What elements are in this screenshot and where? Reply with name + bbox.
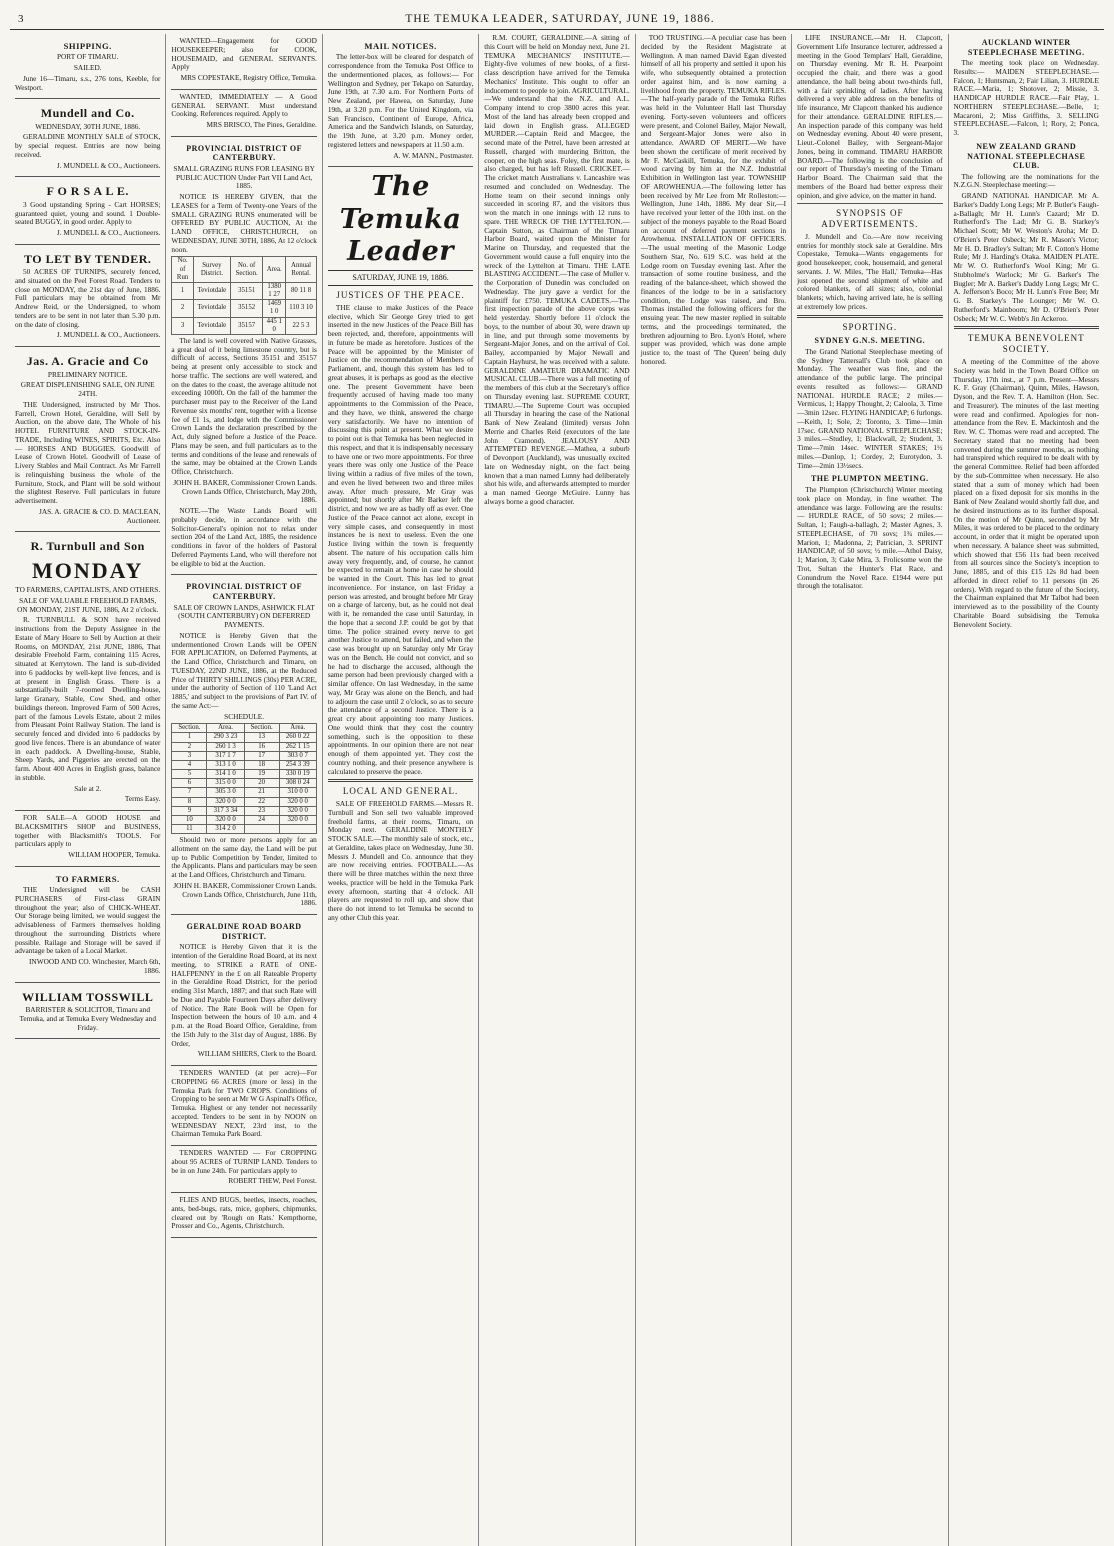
mundell-date: WEDNESDAY, 30TH JUNE, 1886. <box>35 121 141 131</box>
ashwick-subtitle: SALE OF CROWN LANDS, ASHWICK FLAT (SOUTH CANTERBURY) ON DEFERRED PAYMENTS. <box>173 602 315 630</box>
table-cell: 8 <box>172 797 207 806</box>
local-general-text: SALE OF FREEHOLD FARMS.—Messrs R. Turnbull and Son sell two valuable improved freehold farms, at their rooms, Timaru, on Monday next. GERALDINE MONTHLY STOCK SALE.—The monthly sale of stock, etc., at Geraldine, takes place on Wednesday, June 30. Messrs J. Mundell and Co. announce that they are now receiving entries. FOOTBALL.—As there will be three matches within the next three weeks, practice will be held in the Temuka Park every afternoon, starting that 4 o'clock. All players are requested to roll up, and show that there do not intend to let Temuka be second to any other Club this year. <box>327 799 474 922</box>
synopsis-text: J. Mundell and Co.—Are now receiving entries for monthly stock sale at Geraldine. Mrs Copestake, Temuka—Wants engagements for good housekeeper, cook, housemaid, and general servants. J. W. Miles, 'The Hall,' Temuka—Has just opened the second shipment of white and colored blankets, of all sizes; also, colonial blankets; which, having arrived late, he is selling at extremely low prices. <box>797 231 943 311</box>
hooper-signature: WILLIAM HOOPER, Temuka. <box>68 850 161 860</box>
grazing-runs-header-row <box>172 257 316 282</box>
table-cell: 262 1 15 <box>279 742 316 751</box>
table-cell <box>244 825 279 834</box>
to-let-ad <box>15 245 160 347</box>
farmers-signature: INWOOD AND CO. Winchester, March 6th, 1886. <box>29 957 161 975</box>
table-cell: 3 <box>172 751 207 760</box>
table-cell: 317 3 34 <box>207 806 244 815</box>
to-let-signature: J. MUNDELL & CO., Auctioneers. <box>56 330 161 340</box>
hooper-text: FOR SALE—A GOOD HOUSE and BLACKSMITH'S SHOP and BUSINESS, together with Blacksmith's TOOLS. For particulars apply to <box>15 813 161 849</box>
turnbull-terms: Terms Easy. <box>124 794 161 804</box>
mundell-title: Mundell and Co. <box>40 106 135 121</box>
wanted-servant-signature: MRS BRISCO, The Pines, Geraldine. <box>206 120 317 129</box>
table-cell: 19 <box>244 770 279 779</box>
table-cell: 110 3 10 <box>286 300 317 317</box>
plumpton-text: The Plumpton (Christchurch) Winter meeting took place on Monday, in fine weather. The attendance was large. Following are the results:— HURDLE RACE, of 50 sovs; 2 miles.—Sultan, 1; Faugh-a-ballagh, 2; Master Agnes, 3. STEEPLECHASE, of 70 sovs; 1¾ miles.—Marion, 1; Madonna, 2; Patrician, 3. SPRINT HANDICAP, of 50 sovs; ½ mile.—Athol Daisy, 1; Marion, 3; Cake Mira, 3. Frolicsome won the Trot, Sultan the Hunter's Flat Race, and Conundrum the Novel Race. £1944 were put through the totalisator. <box>797 485 943 591</box>
running-head-title: THE TEMUKA LEADER, SATURDAY, JUNE 19, 1886. <box>405 12 715 25</box>
sporting <box>797 322 942 591</box>
auckland-title: AUCKLAND WINTER STEEPLECHASE MEETING. <box>967 38 1085 57</box>
grazing-runs-signature: JOHN H. BAKER, Commissioner Crown Lands. Crown Lands Office, Christchurch, May 20th, 1886. <box>173 477 317 505</box>
ashwick-details: Should two or more persons apply for an allotment on the same day, the Land will be put up to Public Competition by Tender, limited to the Applicants. Plans and particulars may be seen at the Land Offices, Christchurch and Timaru. <box>171 835 317 880</box>
table-cell: 308 0 24 <box>279 779 316 788</box>
local-news-text-2: TOO TRUSTING.—A peculiar case has been decided by the Resident Magistrate at Wellington. A man named David Egan divested himself of all his property and settled it upon his wife, who subsequently obtained a protection order against him, and is now earning a livelihood from the property. TEMUKA RIFLES.—The half-yearly parade of the Temuka Rifles was held in the Volunteer Hall last Thursday evening. Forty-seven volunteers and officers were present, and Colonel Bailey, Major Newall, and Sergeant-Major Jones were also in attendance. AWARD OF MERIT.—We have been shown the certificate of merit received by Mr F. McCaskill, Temuka, for the exhibit of wood carving by him at the N.Z. Industrial Exhibition in Wellington last year. TOWNSHIP OF AROWHENUA.—The following letter has been received by Mr Lee from Mr Rolleston:— Wellington, June 14th, 1886. My dear Sir,—I have received your letter of the 10th inst. on the subject of the moneys payable to the Road Board on account of deferred payment sections in Arowhenua. INSTALLATION OF OFFICERS.—The usual meeting of the Masonic Lodge Southern Star, No. 619 S.C. was held at the Lodge room on Tuesday evening last. After the transaction of some routine business, and the reading of the balance-sheet, which showed the finances of the lodge to be in a satisfactory condition, the Lodge was raised, and Bro. Thomas installed the following officers for the ensuing year. The new master replied in suitable terms, and the proceedings terminated, the brethren adjourning to Bro. Lyon's Hotel, where supper was provided, which was done ample justice to, the toast of 'The Queen' being duly honored. <box>640 34 787 366</box>
grazing-runs-details: The land is well covered with Native Grasses, a great deal of it being limestone country, but is difficult of access, Sections 35151 and 35157 being at present only accessible to stock and horse traffic. The sections are well watered, and on the dates to the coast, the average altitude not exceeding 1000ft. On the fall of the hammer the purchaser must pay to the Receiver of the Land Revenue six months' rent, together with a license fee of £1 1s, and lodge with the Commissioner Crown Lands the declaration prescribed by the Act, duly signed before a Justice of the Peace. Plans may be seen, and full particulars as to the terms and conditions of the lease and renewals of the same, may be obtained at the Crown Lands Office, Christchurch. <box>171 335 317 477</box>
table-header: Survey District. <box>193 257 230 282</box>
local-news-continued <box>484 34 629 507</box>
nz-title: NEW ZEALAND GRAND NATIONAL STEEPLECHASE CLUB. <box>967 141 1086 171</box>
shipping-sailed: SAILED. <box>73 63 102 73</box>
running-head-page: 3 <box>18 12 24 25</box>
column-4 <box>479 34 635 1546</box>
ashwick-schedule-label: SCHEDULE. <box>224 711 265 721</box>
wanted-servant-text: WANTED, IMMEDIATELY — A Good GENERAL SERVANT. Must understand Cooking. References required. Apply to <box>171 91 317 119</box>
table-cell: 313 1 0 <box>207 760 244 769</box>
table-cell: 10 <box>172 815 207 824</box>
table-row <box>172 282 316 299</box>
gracie-signature: JAS. A. GRACIE & CO. D. MACLEAN, Auctioneer. <box>39 506 161 525</box>
table-cell: 310 0 0 <box>279 788 316 797</box>
table-cell: 22 5 3 <box>286 317 317 334</box>
table-cell: 260 0 22 <box>279 733 316 742</box>
local-general-title: LOCAL AND GENERAL. <box>342 786 459 797</box>
for-sale-ad <box>15 177 160 244</box>
ashwick-signature: JOHN H. BAKER, Commissioner Crown Lands. Crown Lands Office, Christchurch, June 11th, 1886. <box>173 880 317 908</box>
local-news-text: R.M. COURT, GERALDINE.—A sitting of this Court will be held on Monday next, June 21. TEMUKA MECHANICS' INSTITUTE.—Eighty-five volumes of new books, of a first-class description have arrived for the Temuka Mechanics' Institute. This ought to offer an inducement to people to join. AGRICULTURAL.—We understand that the N.Z. and A.L. Company intend to crop 3800 acres this year. Most of the land has already been cropped and laid down in English grass. ALLEGED MURDER.—Captain Reid and Macgee, the second mate of the Petrel, have been arrested at Russell, charged with murdering Britton, the cooper, on the high seas. Foley, the first mate, is also charged, but has left Russell. CRICKET.—The cricket match Australians v. Lancashire was resumed and concluded on Wednesday. The Home team on their second innings only succeeded in scoring 87, and the visitors thus won the match in one innings with 12 runs to spare. THE WRECK OF THE LYTTELTON.—Captain Sutton, as Chairman of the Timaru Harbor Board, waited upon the Minister for Marine on Thursday, and requested that the Government would cause a full enquiry into the wreck of the Lyttelton at Timaru. THE LATE BLASTING ACCIDENT.—The case of Muller v. the Corporation of Dunedin was concluded on Wednesday. The jury gave a verdict for the plaintiff for £750. TEMUKA CADETS.—The first inspection parade of the above corps was held yesterday. Shortly before 11 o'clock the boys, to the number of about 30, were drawn up in line, and put through some movements by Sergeant-Major Jones, and on the arrival of Col. Bailey, accompanied by Major Newall and Captain Hayhurst, he was received with a salute. GERALDINE AMATEUR DRAMATIC AND MUSICAL CLUB.—There was a full meeting of the members of this club at the Secretary's office on Thursday evening last. SUPREME COURT, TIMARU.—The Supreme Court was occupied all Thursday in hearing the case of the National Bank of New Zealand (limited) versus John Merrie and Charles Reid (executors of the late John Cramond). JEALOUSY AND ATTEMPTED REVENGE.—Mathea, a suburb of Devonport (Auckland), was unusually excited late on Wednesday night, on the fact being known that a man named Lunny had deliberately shot his wife, and afterwards attempted to murder a man named George McGuire. Lunny has always borne a good character. <box>484 34 630 506</box>
table-cell: 2 <box>172 742 207 751</box>
farmers-ad <box>15 867 160 983</box>
sydney-title: SYDNEY G.N.S. MEETING. <box>814 336 926 346</box>
grazing-runs-table <box>171 256 316 334</box>
table-cell: 35151 <box>231 282 263 299</box>
nz-list: GRAND NATIONAL HANDICAP. Mr A. Barker's Daddy Long Legs; Mr P. Butler's Faugh-a-Ballagh; Mr H. Lunn's Cazard; Mr D. Rutherford's The Lad; Mr G. B. Starkey's Michael Scott; Mr W. Weston's Aroha; Mr D. O'Brien's Peter Osbeck; Mr R. Mason's Victor; Mr H. D. Bradley's Sultan; Mr F. Cotton's Home Rule; Mr J. Harding's Otaka. MAIDEN PLATE. Mr W. O. Rutherford's Wool King; Mr G. Stubholme's Warlock; Mr G. Barker's The Bugler; Mr A. Barker's Daddy Long Legs; Mr C. A. Jefferson's Boco; Mr H. Lunn's Free Bee; Mr G. B. Starkey's The Lounger; Mr W. O. Rutherford's Mainboom; Mr D. O'Brien's Peter Osbeck; Mr W. C. Webb's Jin Ackeroo. <box>953 191 1099 323</box>
table-header: Area. <box>207 724 244 733</box>
divider <box>328 779 473 782</box>
tender-turnip-text: TENDERS WANTED — For CROPPING about 95 ACRES of TURNIP LAND. Tenders to be in on June 24th. For particulars apply to <box>171 1148 317 1175</box>
column-5 <box>636 34 792 1546</box>
table-cell: 445 1 0 <box>263 317 286 334</box>
benevolent-society <box>954 333 1099 629</box>
editorial-text: THE clause to make Justices of the Peace elective, which Sir George Grey tried to get inserted in the new Justices of the Peace Bill has been rejected, and, therefore, appointments will in future be made as heretofore. Justices of the Peace will be appointed by the Minister of Justice on the recommendation of Members of Parliament, and, though this system has led to great abuses, it is perhaps as good as the elective one. The present Government have been frequently accused of having made too many appointments to the Commission of the Peace, and they have, we think, answered the charge very satisfactorily. We have no intention of discussing this point at present. What we desire to point out is that Temuka has been neglected in this respect, and that it is indispensably necessary to have one or two more appointments. For three years there was only one Justice of the Peace living within a radius of five miles of the town, and even he lived between two and three miles away. After much pressure, Mr Gray was appointed; but shortly after Mr Barker left the district, and now we are as badly off as ever. One Justice of the Peace cannot act alone, except in very simple cases, and consequently in most instances he is next to useless. Even the one Justice living within the town is frequently absent. The nature of his occupation calls him away very frequently, and, of course, he cannot be expected to remain at home in case he should be wanted in the Court. This has led to great inconvenience. For instance, on last Friday a person was arrested, and brought before Mr Gray on a charge of larceny, but, as he could not deal with it, he remanded the case until Saturday, in the hope that a second J.P. could be got by that time. The police strained every nerve to get another Justice to attend, but failed, and when the case was brought up on Saturday only Mr Gray was on the Bench. He could not convict, and so he had to discharge the accused, although the same person had been previously charged with a similar offence. On last Wednesday, in the same way, Mr Gray was alone on the Bench, and had to adjourn the case until 2 o'clock, so as to secure the attendance of a second Justice. There is a great cry about appointing too many Justices. One would think that they cost the country something, such is the opposition to these appointments. In our opinion there are not near enough of them appointed yet. They cost the country nothing, and their presence anywhere is calculated to preserve the peace. <box>327 302 474 776</box>
farmers-text: THE Undersigned will be CASH PURCHASERS of First-class GRAIN throughout the year; also of CHICK-WHEAT. Our Storage being limited, we would suggest the advisableness of Farmers themselves holding throughout the surrounding Districts where possible. Railage and Storage will be saved if advantage be taken of a Local Market. <box>15 885 161 956</box>
tender-cropping-text: TENDERS WANTED (at per acre)—For CROPPING 66 ACRES (more or less) in the Temuka Park for TWO CROPS. Conditions of Cropping to be seen at Mr W G Aspinall's Office, Temuka. Highest or any tender not necessarily accepted. Tenders to be sent in by NOON on WEDNESDAY NEXT, 23rd inst, to the Chairman Temuka Park Board. <box>171 1068 317 1139</box>
tender-turnip-signature: ROBERT THEW, Peel Forest. <box>228 1176 317 1186</box>
nz-grand-national <box>954 142 1099 324</box>
nameplate-dateline: SATURDAY, JUNE 19, 1886. <box>328 270 473 286</box>
table-header: No. of Run <box>172 257 193 282</box>
table-cell: 320 0 0 <box>279 815 316 824</box>
road-board-signature: WILLIAM SHIERS, Clerk to the Board. <box>197 1049 317 1059</box>
table-cell: 254 3 39 <box>279 760 316 769</box>
tosswill-title: WILLIAM TOSSWILL <box>22 989 154 1004</box>
benevolent-text: A meeting of the Committee of the above Society was held in the Town Board Office on Thursday, 17th inst., at 7 p.m. Present—Messrs K. F. Gray (Chairman), Quinn, Miles, Hawson, Dyson, and the Rev. T. A. Hamilton (Hon. Sec. and Treasurer). The minutes of the last meeting were read and confirmed. Apologies for non-attendance from the Rev. E. Mackintosh and the Rev. W. C. Thomas were read and accepted. The Secretary stated that no meeting had been convened during the summer months, as nothing had transpired which required to be dealt with by the general Committee. Relief had been afforded by the sub-Committee when necessary. He also stated that a sum of money which had been placed on a fixed deposit for six months in the Bank of New Zealand would shortly fall due, and he desired instructions as to its further disposal. On the motion of Mr Quinn, seconded by Mr Miles, it was ordered to be placed to the ordinary account, in order that it might be operated upon when necessary. A balance sheet was submitted, which showed that £56 11s had been received from all sources since the Society's inception to June, 1885, and of this £15 12s 8d had been afforded in direct relief to 11 persons (in 26 orders). With regard to the future of the Society, the Chairman explained that Mr Talbot had been interviewed as to the possibility of the County Charitable Board subsidising the Temuka Benevolent Society. <box>953 357 1099 629</box>
table-cell: 320 0 0 <box>207 815 244 824</box>
table-cell: 317 1 7 <box>207 751 244 760</box>
running-head <box>10 8 1104 30</box>
table-cell: 314 1 0 <box>207 770 244 779</box>
editorial-title: JUSTICES OF THE PEACE. <box>336 290 465 301</box>
ashwick-text: NOTICE is Hereby Given that the undermentioned Crown Lands will be OPEN FOR APPLICATION, on Deferred Payments, at the Land Office, Christchurch and Timaru, on TUESDAY, 22ND JUNE, 1886, at the Reduced Price of THIRTY SHILLINGS (30s) PER ACRE, under the authority of Section of 110 'Land Act 1885,' and subject to the provisions of Part IV. of the same Act:— <box>171 630 317 710</box>
mail-text: The letter-box will be cleared for despatch of correspondence from the Temuka Post Office to the undermentioned places, as follows:— For Wellington and Sydney, per Tekapo on Saturday, June 19th, at 7.30 a.m. For Northern Ports of New Zealand, per Hawea, on Saturday, June 19th, at 3.20 p.m. For the United Kingdom, via San Francisco, Continent of Europe, Africa, America and the Sandwich Islands, on Saturday, the 19th June, at 3.20 p.m. Money order, registered letters and newspapers at 11.50 a.m. <box>327 52 474 149</box>
table-cell: 7 <box>172 788 207 797</box>
table-cell: 320 0 0 <box>279 797 316 806</box>
columns <box>10 34 1104 1546</box>
table-cell: 5 <box>172 770 207 779</box>
tosswill-text: BARRISTER & SOLICITOR, Timaru and Temuka, and at Temuka Every Wednesday and Friday. <box>19 1005 156 1032</box>
table-cell: 11 <box>172 825 207 834</box>
turnbull-title: R. Turnbull and Son <box>30 539 145 554</box>
editorial-justices <box>328 290 473 776</box>
wanted-housekeeper-signature: MRS COPESTAKE, Registry Office, Temuka. <box>180 73 317 82</box>
newspaper-nameplate: The Temuka Leader <box>339 171 462 268</box>
table-cell: 3 <box>172 317 193 334</box>
sporting-title: SPORTING. <box>842 321 898 332</box>
table-cell: 18 <box>244 760 279 769</box>
table-cell: 23 <box>244 806 279 815</box>
table-cell: 303 0 7 <box>279 751 316 760</box>
table-row <box>172 733 316 742</box>
column-3 <box>323 34 479 1546</box>
table-cell: 22 <box>244 797 279 806</box>
table-row <box>172 317 316 334</box>
plumpton-title: THE PLUMPTON MEETING. <box>810 474 929 484</box>
local-general <box>328 786 473 922</box>
grazing-runs-subtitle: SMALL GRAZING RUNS FOR LEASING BY PUBLIC AUCTION Under Part VII Land Act, 1885. <box>173 163 315 191</box>
ashwick-table <box>171 723 316 834</box>
table-cell: 21 <box>244 788 279 797</box>
table-cell: 330 0 19 <box>279 770 316 779</box>
auckland-steeplechase <box>954 38 1099 138</box>
table-cell: 290 3 23 <box>207 733 244 742</box>
ashwick-header-row <box>172 724 316 733</box>
table-cell: 4 <box>172 760 207 769</box>
table-row <box>172 751 316 760</box>
table-cell: 1 <box>172 733 207 742</box>
table-cell: 17 <box>244 751 279 760</box>
ashwick-table-body <box>172 733 316 834</box>
table-header: Area. <box>279 724 316 733</box>
divider <box>797 203 942 204</box>
mundell-signature: J. MUNDELL & CO., Auctioneers. <box>56 160 161 170</box>
table-row <box>172 797 316 806</box>
table-row <box>172 300 316 317</box>
gracie-ad <box>15 347 160 532</box>
nz-intro: The following are the nominations for the N.Z.G.N. Steeplechase meeting:— <box>953 171 1099 190</box>
column-1 <box>10 34 166 1546</box>
flies-text: FLIES AND BUGS, beetles, insects, roaches, ants, bed-bugs, rats, mice, gophers, chipmunks, cleared out by 'Rough on Rats.' Kempthorne, Prosser and Co., Agents, Christchurch. <box>171 1195 317 1231</box>
tender-turnip-ad <box>171 1146 316 1193</box>
turnbull-to: TO FARMERS, CAPITALISTS, AND OTHERS. <box>15 585 161 595</box>
table-row <box>172 742 316 751</box>
to-let-text: 50 ACRES OF TURNIPS, securely fenced, and situated on the Peel Forest Road. Tenders to close on MONDAY, the 21st day of June, 1886. Full particulars may be obtained from Mr Andrew Reid, or the Undersigned, to whom tenders are to be sent in not later than 5.30 p.m. on the date of closing. <box>15 267 161 329</box>
table-cell: Teviotdale <box>193 300 230 317</box>
table-cell: 35152 <box>231 300 263 317</box>
table-cell: 305 3 0 <box>207 788 244 797</box>
column-6 <box>792 34 948 1546</box>
table-header: Section. <box>244 724 279 733</box>
ashwick-title: PROVINCIAL DISTRICT OF CANTERBURY. <box>186 582 303 601</box>
local-news-continued-3 <box>797 34 942 200</box>
divider <box>954 326 1099 329</box>
table-cell: 320 0 0 <box>279 806 316 815</box>
mundell-text: GERALDINE MONTHLY SALE of STOCK, by special request. Entries are now being received. <box>15 132 161 159</box>
table-cell: 320 0 0 <box>207 797 244 806</box>
local-news-text-3: LIFE INSURANCE.—Mr H. Clapcott, Government Life Insurance lecturer, addressed a meeting in the Good Templars' Hall, Geraldine, on Thursday evening. Mr R. H. Pearpoint occupied the chair, and there was a good attendance, the hall being about two-thirds full, with a fair sprinkling of ladies. After having delivered a very able address on the benefits of life insurance, Mr Clapcott thanked his audience for their attendance. GERALDINE RIFLES.—An inspection parade of this company was held on Wednesday evening. About 40 were present, Lieut.-Colonel Bailey, with Sergeant-Major Jones, being in command. TIMARU HARBOR BOARD.—The following is the conclusion of our report of Thursday's meeting of the Timaru Harbor Board. The Chairman said that the members of the Board had better express their opinion, and give advice, on the matter in hand. <box>797 34 943 200</box>
table-row <box>172 770 316 779</box>
hooper-ad <box>15 811 160 867</box>
table-cell: Teviotdale <box>193 282 230 299</box>
grazing-runs-text: NOTICE IS HEREBY GIVEN, that the LEASES for a Term of Twenty-one Years of the SMALL GRAZING RUNS enumerated will be OFFERED BY PUBLIC AUCTION, At the LAND OFFICE, CHRISTCHURCH, on WEDNESDAY, JUNE 30TH, 1886, At 12 o'clock noon. <box>171 192 317 254</box>
road-board-text: NOTICE is Hereby Given that it is the intention of the Geraldine Road Board, at its next meeting, to STRIKE a RATE of ONE-HALFPENNY in the £ on all Rateable Property in the Geraldine Road District, for the period ending 31st March, 1887; and that such Rate will be Due and Payable Fourteen Days after delivery of Notice. The Rate Book will be Open for Inspection between the hours of 10 a.m. and 4 p.m. at the Road Board Office, Geraldine, from the 15th July to the 31st day of August, 1886. By Order, <box>171 942 317 1048</box>
table-cell: 24 <box>244 815 279 824</box>
tosswill-ad <box>15 983 160 1040</box>
table-cell: 260 1 3 <box>207 742 244 751</box>
table-cell: 16 <box>244 742 279 751</box>
table-cell: 13 <box>244 733 279 742</box>
table-cell: 80 11 8 <box>286 282 317 299</box>
table-cell: 6 <box>172 779 207 788</box>
auckland-text: The meeting took place on Wednesday. Results:— MAIDEN STEEPLECHASE.—Falcon, 1; Huntsman, 2; Fair Lilian, 3. HURDLE RACE.—Maria, 1; Shotover, 2; Missie, 3. HANDICAP HURDLE RACE.—Fair Play, 1. NORTHERN STEEPLECHASE.—Belle, 1; Macaroni, 2; Miss Griffiths, 3. SELLING STEEPLECHASE.—Falcon, 1; Rory, 2; Ponca, 3. <box>953 58 1099 138</box>
synopsis <box>797 208 942 311</box>
gracie-preliminary: PRELIMINARY NOTICE. <box>47 369 128 379</box>
turnbull-day: MONDAY <box>32 557 144 583</box>
table-row <box>172 806 316 815</box>
turnbull-ad <box>15 532 160 811</box>
table-cell: 35157 <box>231 317 263 334</box>
road-board-ad <box>171 915 316 1066</box>
shipping-port: PORT OF TIMARU. <box>56 52 119 62</box>
column-2 <box>166 34 322 1546</box>
table-cell <box>279 825 316 834</box>
local-news-continued-2 <box>641 34 786 367</box>
turnbull-sale-time: Sale at 2. <box>74 783 102 793</box>
sydney-text: The Grand National Steeplechase meeting of the Sydney Tattersall's Club took place on Monday. The weather was fine, and the attendance of the public large. The principal events resulted as follows:— GRAND NATIONAL HURDLE RACE; 2 miles.—Vermicus, 1; Happy Thought, 2; Caloola, 3. Time—3min 12sec. FLYING HANDICAP; 6 furlongs.—Keith, 1; Sole, 2; Toronto, 3. Time—1min 17sec. GRAND NATIONAL STEEPLECHASE; 3 miles.—Studley, 1; Blackwall, 2; Student, 3. Time—7min 14sec. WINTER STAKES; 1½ miles.—Dunlop, 1; Cordey, 2; Eurotydon, 3. Time—2min 13½secs. <box>797 346 943 470</box>
shipping-text: June 16—Timaru, s.s., 276 tons, Keeble, for Westport. <box>15 73 161 92</box>
table-cell: 20 <box>244 779 279 788</box>
table-row <box>172 760 316 769</box>
mail-title: MAIL NOTICES. <box>364 41 437 51</box>
wanted-housekeeper-text: WANTED—Engagement for GOOD HOUSEKEEPER; also for COOK, HOUSEMAID, and GENERAL SERVANTS. Apply <box>171 36 317 72</box>
table-cell: 1380 1 27 <box>263 282 286 299</box>
gracie-title: Jas. A. Gracie and Co <box>26 354 149 369</box>
mail-signature: A. W. MANN., Postmaster. <box>393 150 474 160</box>
table-row <box>172 825 316 834</box>
table-row <box>172 815 316 824</box>
divider <box>797 315 942 318</box>
tender-cropping-ad <box>171 1066 316 1146</box>
table-header: Annual Rental. <box>286 257 317 282</box>
synopsis-title: SYNOPSIS OF ADVERTISEMENTS. <box>821 208 919 230</box>
table-cell: 9 <box>172 806 207 815</box>
table-header: Area. <box>263 257 286 282</box>
table-cell: 315 0 0 <box>207 779 244 788</box>
table-cell: 314 2 0 <box>207 825 244 834</box>
table-header: No. of Section. <box>231 257 263 282</box>
shipping-ad <box>15 34 160 99</box>
gracie-sale: GREAT DISPLENISHING SALE, ON JUNE 24TH. <box>20 380 155 399</box>
grazing-runs-title: PROVINCIAL DISTRICT OF CANTERBURY. <box>186 143 303 163</box>
shipping-title: SHIPPING. <box>63 41 112 51</box>
gracie-text: THE Undersigned, instructed by Mr Thos. Farrell, Crown Hotel, Geraldine, will Sell by Auction, on the above date, The Whole of his HOTEL FURNITURE AND STOCK-IN-TRADE, Including WINES, SPIRITS, Etc. Also— HORSES AND BUGGIES. Goodwill of Lease of Crown Hotel. Goodwill of Lease of Livery Stables and Mail Contract. As Mr Farrell is relinquishing business the whole of the Furniture, Stock, and Plant will be sold without the slightest Reserve. Full particulars in future advertisement. <box>15 399 161 506</box>
mundell-sale-ad <box>15 99 160 177</box>
turnbull-sale: SALE OF VALUABLE FREEHOLD FARMS, ON MONDAY, 21ST JUNE, 1886, At 2 o'clock. <box>17 595 159 614</box>
to-let-title: TO LET BY TENDER. <box>23 251 152 266</box>
farmers-title: TO FARMERS. <box>55 873 120 884</box>
column-7 <box>949 34 1104 1546</box>
turnbull-text: R. TURNBULL & SON have received instructions from the Deputy Assignee in the Estate of Mary Hoare to Sell by Auction at their Rooms, on MONDAY, 21st JUNE, 1886, That desirable Freehold Farm, containing 115 Acres, situated at Kerrytown. The land is sub-divided into 6 paddocks by well-kept live fences, and is at present in English Grass. There is a substantially-built 7-roomed Dwelling-house, large Granary, Stable, Cow Shed, and other buildings thereon. Improved Farm of 500 Acres, part of the famous Levels Estate, about 2 miles from Pleasant Point Railway Station. The land is securely fenced and divided into 6 paddocks by good live fences. There is an abundance of water in each paddock. A Dwelling-house, Stable, Sheep Yards, and Piggeries are erected on the farm. About 400 Acres in English grass, balance in stubble. <box>15 615 161 782</box>
table-cell: Teviotdale <box>193 317 230 334</box>
ashwick-ad <box>171 575 316 915</box>
table-row <box>172 788 316 797</box>
for-sale-title: F O R S A L E. <box>46 184 129 199</box>
grazing-runs-ad <box>171 137 316 576</box>
table-header: Section. <box>172 724 207 733</box>
table-cell: 1469 1 0 <box>263 300 286 317</box>
table-row <box>172 779 316 788</box>
for-sale-signature: J. MUNDELL & CO., Auctioneers. <box>56 228 161 238</box>
grazing-runs-note: NOTE.—The Waste Lands Board will probably decide, in accordance with the Solicitor-General's opinion not to relax under section 204 of the Land Act, 1885, the residence conditions in favor of the holders of Pastoral Deferred Payments Land, who will therefore not be eligible to bid at the Auction. <box>171 506 317 568</box>
for-sale-text: 3 Good upstanding Spring - Cart HORSES; guaranteed quiet, young and sound. 1 Double-seated BUGGY, in good order. Apply to <box>15 199 161 227</box>
mail-notices <box>328 34 473 167</box>
road-board-title: GERALDINE ROAD BOARD DISTRICT. <box>186 922 302 941</box>
table-cell: 1 <box>172 282 193 299</box>
wanted-servant-ad <box>171 90 316 137</box>
table-cell: 2 <box>172 300 193 317</box>
flies-ad <box>171 1193 316 1238</box>
wanted-housekeeper-ad <box>171 34 316 90</box>
benevolent-title: TEMUKA BENEVOLENT SOCIETY. <box>967 333 1085 355</box>
